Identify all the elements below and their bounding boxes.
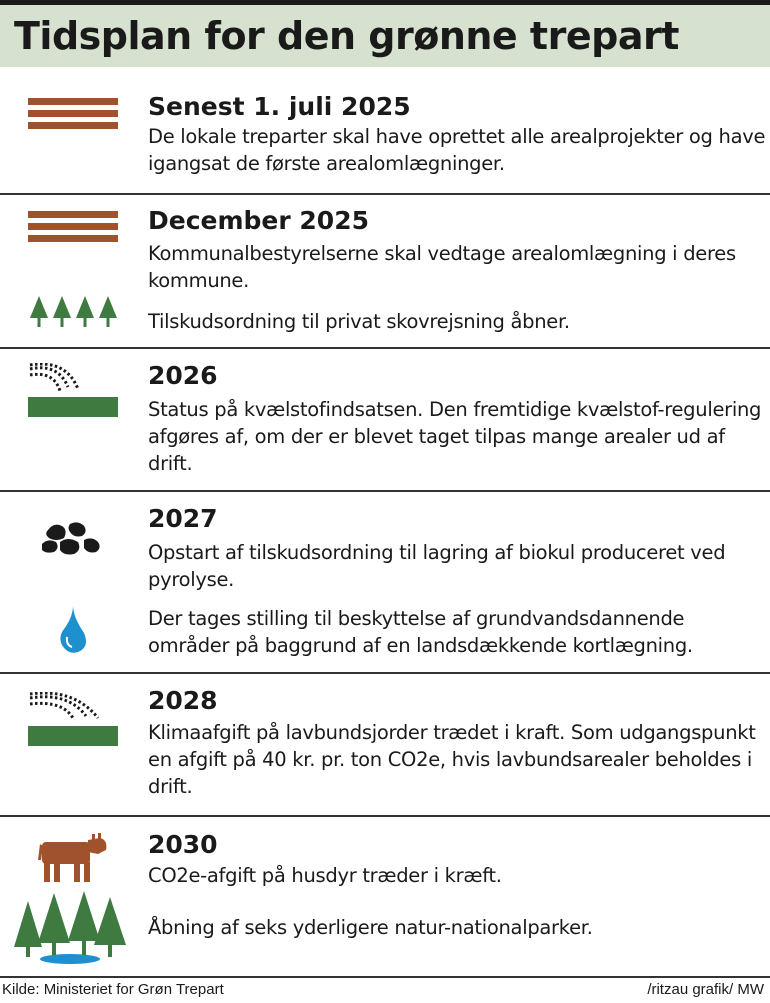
section-heading-july-2025: Senest 1. juli 2025: [148, 92, 411, 121]
section-text-2027-a: Opstart af tilskudsordning til lagring af biokul produceret ved pyrolyse.: [148, 541, 726, 591]
section-divider: [0, 815, 770, 817]
section-heading-2030: 2030: [148, 830, 218, 859]
section-heading-2027: 2027: [148, 504, 218, 533]
section-heading-2026: 2026: [148, 361, 218, 390]
biochar-icon: [40, 520, 106, 560]
graphic-credit: /ritzau grafik/ MW: [647, 981, 764, 998]
section-text-2027-b: Der tages stilling til beskyttelse af grundvandsdannende områder på baggrund af en landsdækkende kortlægning.: [148, 607, 693, 657]
section-text-2030-a: CO2e-afgift på husdyr træder i kræft.: [148, 864, 502, 887]
field-stripes-icon: [28, 98, 118, 134]
section-divider: [0, 672, 770, 674]
section-divider: [0, 193, 770, 195]
field-stripes-icon: [28, 211, 118, 247]
spray-field-icon: [28, 363, 118, 423]
section-heading-december-2025: December 2025: [148, 206, 369, 235]
section-divider: [0, 490, 770, 492]
section-text-2030-b: Åbning af seks yderligere natur-nationalparker.: [148, 916, 593, 939]
water-drop-icon: [58, 605, 88, 657]
page-title: Tidsplan for den grønne trepart: [14, 14, 679, 58]
section-text-december-2025-a: Kommunalbestyrelserne skal vedtage arealomlægning i deres kommune.: [148, 242, 736, 292]
footer-divider: [0, 976, 770, 978]
spray-field-icon: [28, 692, 118, 752]
section-text-2026: Status på kvælstofindsatsen. Den fremtidige kvælstof-regulering afgøres af, om der er blevet taget tilpas mange arealer ud af drift.: [148, 398, 762, 475]
section-text-2028: Klimaafgift på lavbundsjorder trædet i kraft. Som udgangspunkt en afgift på 40 kr. pr. ton CO2e, hvis lavbundsarealer beholdes i drift.: [148, 721, 756, 798]
section-divider: [0, 347, 770, 349]
section-text-december-2025-b: Tilskudsordning til privat skovrejsning åbner.: [148, 310, 570, 333]
section-heading-2028: 2028: [148, 686, 218, 715]
section-text-july-2025: De lokale treparter skal have oprettet alle arealprojekter og have igangsat de første arealomlægninger.: [148, 125, 766, 175]
small-trees-icon: [30, 296, 118, 332]
source-credit: Kilde: Ministeriet for Grøn Trepart: [2, 981, 224, 998]
cow-icon: [38, 832, 110, 888]
title-bar: [0, 5, 770, 67]
forest-icon: [14, 891, 132, 969]
